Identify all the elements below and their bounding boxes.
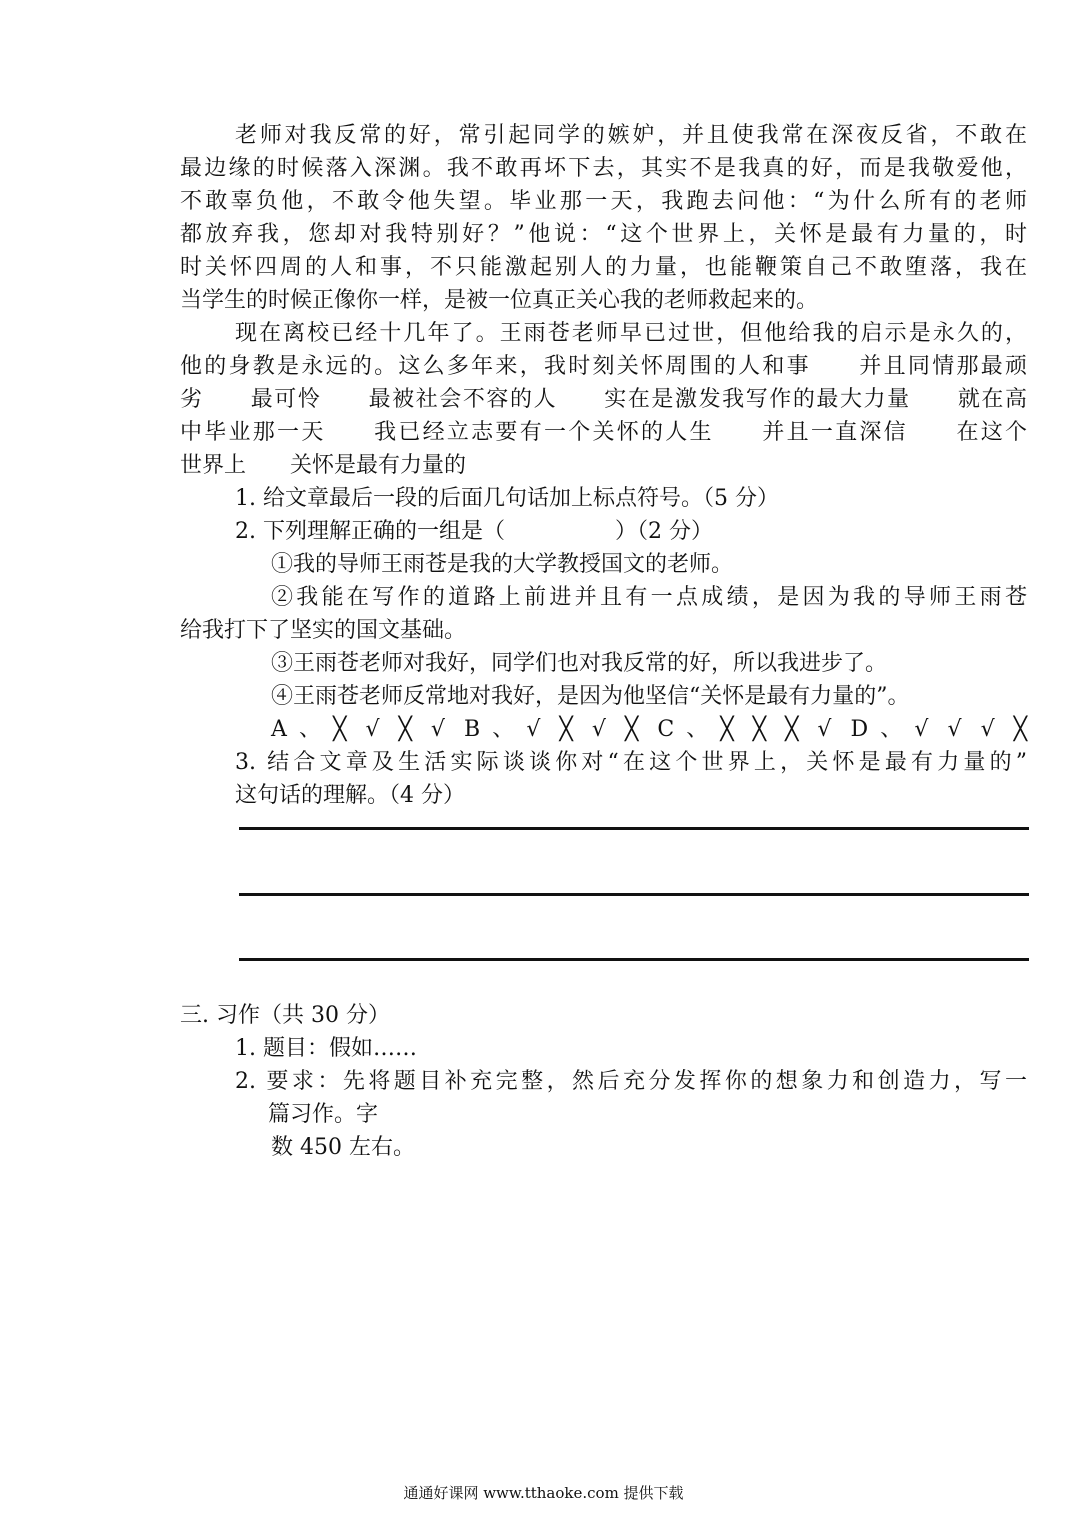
passage-line: 不敢辜负他，不敢令他失望。毕业那一天，我跑去问他：“为什么所有的老师 — [180, 189, 1027, 214]
answer-line — [239, 827, 1029, 830]
answer-line — [239, 893, 1029, 896]
passage-line: 老师对我反常的好，常引起同学的嫉妒，并且使我常在深夜反省，不敢在 — [235, 123, 1027, 148]
section-3-item-1: 1. 题目：假如…… — [235, 1036, 417, 1061]
answer-choices: A、╳ √ ╳ √ B、√ ╳ √ ╳ C、╳ ╳ ╳ √ D、√ √ √ ╳ — [271, 717, 1027, 742]
section-3-item-2: 2. 要求：先将题目补充完整，然后充分发挥你的想象力和创造力，写一 — [235, 1069, 1027, 1094]
option-4: ④王雨苍老师反常地对我好，是因为他坚信“关怀是最有力量的”。 — [271, 684, 910, 709]
passage-line: 都放弃我，您却对我特别好？”他说：“这个世界上，关怀是最有力量的，时 — [180, 222, 1027, 247]
passage-line: 当学生的时候正像你一样，是被一位真正关心我的老师救起来的。 — [180, 288, 819, 313]
question-3-cont: 这句话的理解。（4 分） — [235, 783, 465, 808]
passage-line: 最边缘的时候落入深渊。我不敢再坏下去，其实不是我真的好，而是我敬爱他， — [180, 156, 1027, 181]
passage-line: 他的身教是永远的。这么多年来，我时刻关怀周围的人和事 并且同情那最顽 — [180, 354, 1027, 379]
option-1: ①我的导师王雨苍是我的大学教授国文的老师。 — [271, 552, 734, 577]
passage-line: 现在离校已经十几年了。王雨苍老师早已过世，但他给我的启示是永久的， — [235, 321, 1027, 346]
section-3-item-2-cont: 数 450 左右。 — [271, 1135, 415, 1160]
question-3: 3. 结合文章及生活实际谈谈你对“在这个世界上，关怀是最有力量的” — [235, 750, 1027, 775]
question-1: 1. 给文章最后一段的后面几句话加上标点符号。（5 分） — [235, 486, 779, 511]
option-2: ②我能在写作的道路上前进并且有一点成绩，是因为我的导师王雨苍 — [271, 585, 1027, 610]
passage-line: 劣 最可怜 最被社会不容的人 实在是激发我写作的最大力量 就在高 — [180, 387, 1027, 412]
page-footer: 通通好课网 www.tthaoke.com 提供下载 — [403, 1484, 684, 1502]
option-3: ③王雨苍老师对我好，同学们也对我反常的好，所以我进步了。 — [271, 651, 888, 676]
question-2: 2. 下列理解正确的一组是（ ）（2 分） — [235, 519, 713, 544]
passage-line: 世界上 关怀是最有力量的 — [180, 453, 467, 478]
option-2-cont: 给我打下了坚实的国文基础。 — [180, 618, 467, 643]
section-3-heading: 三. 习作（共 30 分） — [180, 1003, 390, 1028]
section-3-item-2-cont: 篇习作。字 — [268, 1102, 379, 1127]
passage-line: 时关怀四周的人和事，不只能激起别人的力量，也能鞭策自己不敢堕落，我在 — [180, 255, 1027, 280]
answer-line — [239, 958, 1029, 961]
passage-line: 中毕业那一天 我已经立志要有一个关怀的人生 并且一直深信 在这个 — [180, 420, 1027, 445]
